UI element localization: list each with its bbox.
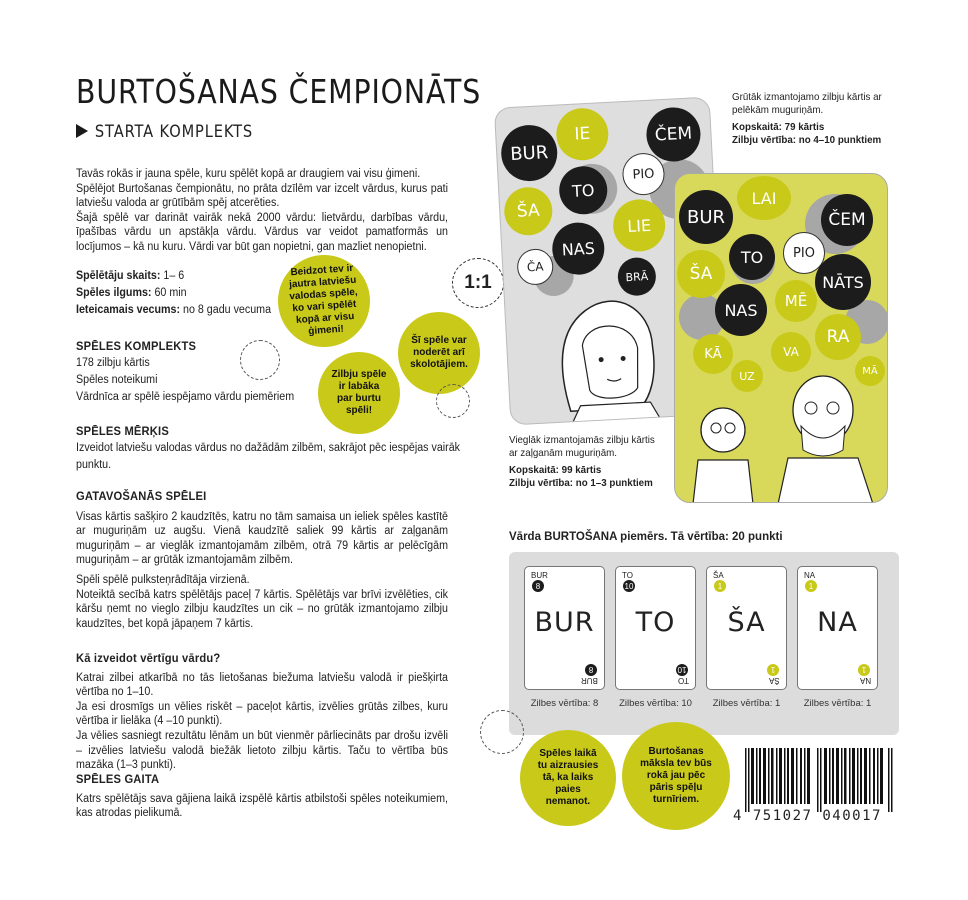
green-card <box>674 173 888 503</box>
card-value-badge: 10 <box>677 665 687 675</box>
green-syl-0: BUR <box>679 190 733 244</box>
barcode-image <box>745 748 895 812</box>
card-corner: ŠA <box>769 676 780 685</box>
card-caption: Zilbes vērtība: 1 <box>712 698 781 709</box>
flow-heading: SPĒLES GAITA <box>76 772 160 786</box>
kit-item: 178 zilbju kārtis <box>76 357 150 369</box>
green-syl-5: ŠA <box>677 250 725 298</box>
value-p3: Ja vēlies sasniegt rezultātu lēnām un būt vienmēr pārliecināts par drošu izvēli – izvēlies latviešu valodā biežāk lietoto zilbju kārtis. Taču to vērtība būs mazāka (1–3 punkti). <box>76 729 448 772</box>
girl-illustration <box>535 286 682 426</box>
green-count: Kopskaitā: 99 kārtis <box>509 464 602 476</box>
value-heading: Kā izveidot vērtīgu vārdu? <box>76 651 221 665</box>
intro-p3: Šajā spēlē var darināt vairāk nekā 2000 vārdu: lietvārdu, darbības vārdu, īpašības vārdu un apstākļa vārdu. Vārdus var veidot pamatformās un locījumos – kā nu kuru. Vārdi var būt gan nopietni, gan mazliet nenopietni. <box>76 211 448 253</box>
dashed-circle <box>480 710 524 754</box>
grey-syl-6: LIE <box>612 198 667 253</box>
flow-section <box>76 772 448 821</box>
green-syl-4: TO <box>729 234 775 280</box>
grandparents-illustration <box>683 370 883 503</box>
green-syl-9: RA <box>815 314 861 360</box>
grey-value: Zilbju vērtība: no 4–10 punktiem <box>732 134 882 146</box>
green-syl-12: UZ <box>731 360 763 392</box>
goal-text: Izveidot latviešu valodas vārdus no dažādām zilbēm, sakrājot pēc iespējas vairāk punktu. <box>76 442 461 471</box>
value-section <box>76 651 448 773</box>
kit-heading: SPĒLES KOMPLEKTS <box>76 339 197 353</box>
prep-p3: Noteiktā secībā katrs spēlētājs paceļ 7 kārtis. Spēlētājs var brīvi izvēlēties, cik kāršu ņemt no vieglo zilbju kaudzītes un cik – no grūtāk izmantojamo zilbju kaudzītes, bet kopā jāpaņem 7 kārtis. <box>76 588 448 630</box>
example-heading: Vārda BURTOŠANA piemērs. Tā vērtība: 20 punkti <box>509 531 783 543</box>
grey-syl-3: PIO <box>621 152 665 196</box>
grey-card-note <box>732 91 890 147</box>
green-note-text: Vieglāk izmantojamās zilbju kārtis ar zaļganām muguriņām. <box>509 434 655 459</box>
callout-family: Beidzot tev ir jautra latviešu valodas spēle, ko vari spēlēt kopā ar visu ģimeni! <box>275 252 373 350</box>
card-value-badge: 8 <box>585 664 597 676</box>
kit-item: Spēles noteikumi <box>76 374 158 386</box>
intro-p2: Spēlējot Burtošanas čempionātu, no prāta dzīlēm var izcelt vārdus, kurus pati latviešu valoda ar grūtībām spēj atcerēties. <box>76 182 448 210</box>
green-syl-13: MĀ <box>855 356 885 386</box>
card-syllable: BUR <box>534 607 595 638</box>
grey-syl-7: NAS <box>551 221 606 276</box>
grey-syl-2: ČEM <box>645 106 702 163</box>
green-syl-2: ČEM <box>821 194 873 246</box>
card-corner: TO <box>678 676 689 685</box>
ratio-badge: 1:1 <box>452 258 504 308</box>
flow-text: Katrs spēlētājs sava gājiena laikā izspēlē kārtis atbilstoši spēles noteikumiem, kas atrodas pielikumā. <box>76 792 448 820</box>
card-value-badge: 10 <box>624 581 634 591</box>
example-panel <box>509 552 899 735</box>
green-syl-10: KĀ <box>693 334 733 374</box>
prep-section <box>76 489 448 631</box>
grey-syl-5: ŠA <box>503 186 553 236</box>
subtitle-text: STARTA KOMPLEKTS <box>94 122 254 142</box>
card-corner: TO <box>622 571 633 580</box>
card-value-badge: 8 <box>532 580 544 592</box>
card-value-badge: 1 <box>858 664 870 676</box>
callout-tournaments: Burtošanas māksla tev būs rokā jau pēc pāris spēļu turnīriem. <box>622 722 730 830</box>
goal-section <box>76 423 467 474</box>
card-value-badge: 1 <box>805 580 817 592</box>
callout-time: Spēles laikā tu aizrausies tā, ka laiks paies nemanot. <box>520 730 616 826</box>
stat-duration: Spēles ilgums: 60 min <box>76 287 187 299</box>
example-card <box>706 566 787 690</box>
green-syl-11: VA <box>771 332 811 372</box>
dashed-circle <box>436 384 470 418</box>
card-corner: NA <box>859 676 871 685</box>
example-card <box>524 566 605 690</box>
triangle-icon <box>76 124 88 138</box>
value-p2: Ja esi drosmīgs un vēlies riskēt – paceļot kārtis, izvēlies grūtās zilbes, kuru vērtība ir lielāka (4 –10 punkti). <box>76 700 448 728</box>
green-syl-8: MĒ <box>775 280 817 322</box>
grey-syl-9: BRĀ <box>617 257 657 297</box>
green-syl-1: LAI <box>737 176 791 220</box>
intro-p1: Tavās rokās ir jauna spēle, kuru spēlēt kopā ar draugiem vai visu ģimeni. <box>76 168 421 180</box>
prep-p2: Spēli spēlē pulksteņrādītāja virzienā. <box>76 573 250 586</box>
grey-syl-1: IE <box>555 107 610 162</box>
card-corner: BUR <box>581 676 598 685</box>
card-syllable: TO <box>635 607 676 638</box>
card-syllable: ŠA <box>727 607 766 638</box>
callout-syllable: Zilbju spēle ir labāka par burtu spēli! <box>318 352 400 434</box>
green-syl-3: PIO <box>783 232 825 274</box>
card-caption: Zilbes vērtība: 8 <box>530 698 599 709</box>
grey-note-text: Grūtāk izmantojamo zilbju kārtis ar pelēkām muguriņām. <box>732 91 882 116</box>
stat-players: Spēlētāju skaits: 1– 6 <box>76 270 185 282</box>
card-value-badge: 1 <box>767 664 779 676</box>
callout-teachers: Šī spēle var noderēt arī skolotājiem. <box>398 312 480 394</box>
green-syl-6: NĀTS <box>815 254 871 310</box>
grey-syl-8: ČA <box>516 248 554 286</box>
example-card <box>797 566 878 690</box>
card-caption: Zilbes vērtība: 1 <box>803 698 872 709</box>
stat-age: Ieteicamais vecums: no 8 gadu vecuma <box>76 304 272 316</box>
prep-p1: Visas kārtis sašķiro 2 kaudzītēs, katru no tām samaisa un ieliek spēles kastītē ar muguriņām uz augšu. Vienā kaudzītē saliek 99 kārtis ar zaļganām muguriņām – ar vieglāk izmantojamām zilbēm, otrā 79 kārtis ar pelēcīgām muguriņām – ar grūtāk izmantojamām zilbēm. <box>76 510 448 567</box>
stats-list <box>76 268 290 319</box>
green-value: Zilbju vērtība: no 1–3 punktiem <box>509 477 653 489</box>
card-corner: NA <box>804 571 816 580</box>
card-corner: ŠA <box>713 571 724 580</box>
green-syl-7: NAS <box>715 284 767 336</box>
card-corner: BUR <box>531 571 548 580</box>
grey-syl-0: BUR <box>500 124 559 183</box>
barcode-number: 4 751027 040017 <box>733 808 882 824</box>
card-syllable: NA <box>817 607 858 638</box>
goal-heading: SPĒLES MĒRĶIS <box>76 424 169 438</box>
dashed-circle <box>240 340 280 380</box>
kit-item: Vārdnīca ar spēlē iespējamo vārdu piemēriem <box>76 391 295 403</box>
value-p1: Katrai zilbei atkarībā no tās lietošanas biežuma latviešu valodā ir piešķirta vērtība no 1–10. <box>76 671 448 699</box>
page-title: BURTOŠANAS ČEMPIONĀTS <box>76 72 482 111</box>
green-card-note <box>509 434 658 490</box>
intro-text <box>76 167 448 255</box>
example-card <box>615 566 696 690</box>
prep-heading: GATAVOŠANĀS SPĒLEI <box>76 489 207 503</box>
grey-count: Kopskaitā: 79 kārtis <box>732 121 825 133</box>
card-value-badge: 1 <box>714 580 726 592</box>
card-caption: Zilbes vērtība: 10 <box>619 698 692 709</box>
page-subtitle <box>76 122 253 142</box>
grey-syl-4: TO <box>558 165 608 215</box>
